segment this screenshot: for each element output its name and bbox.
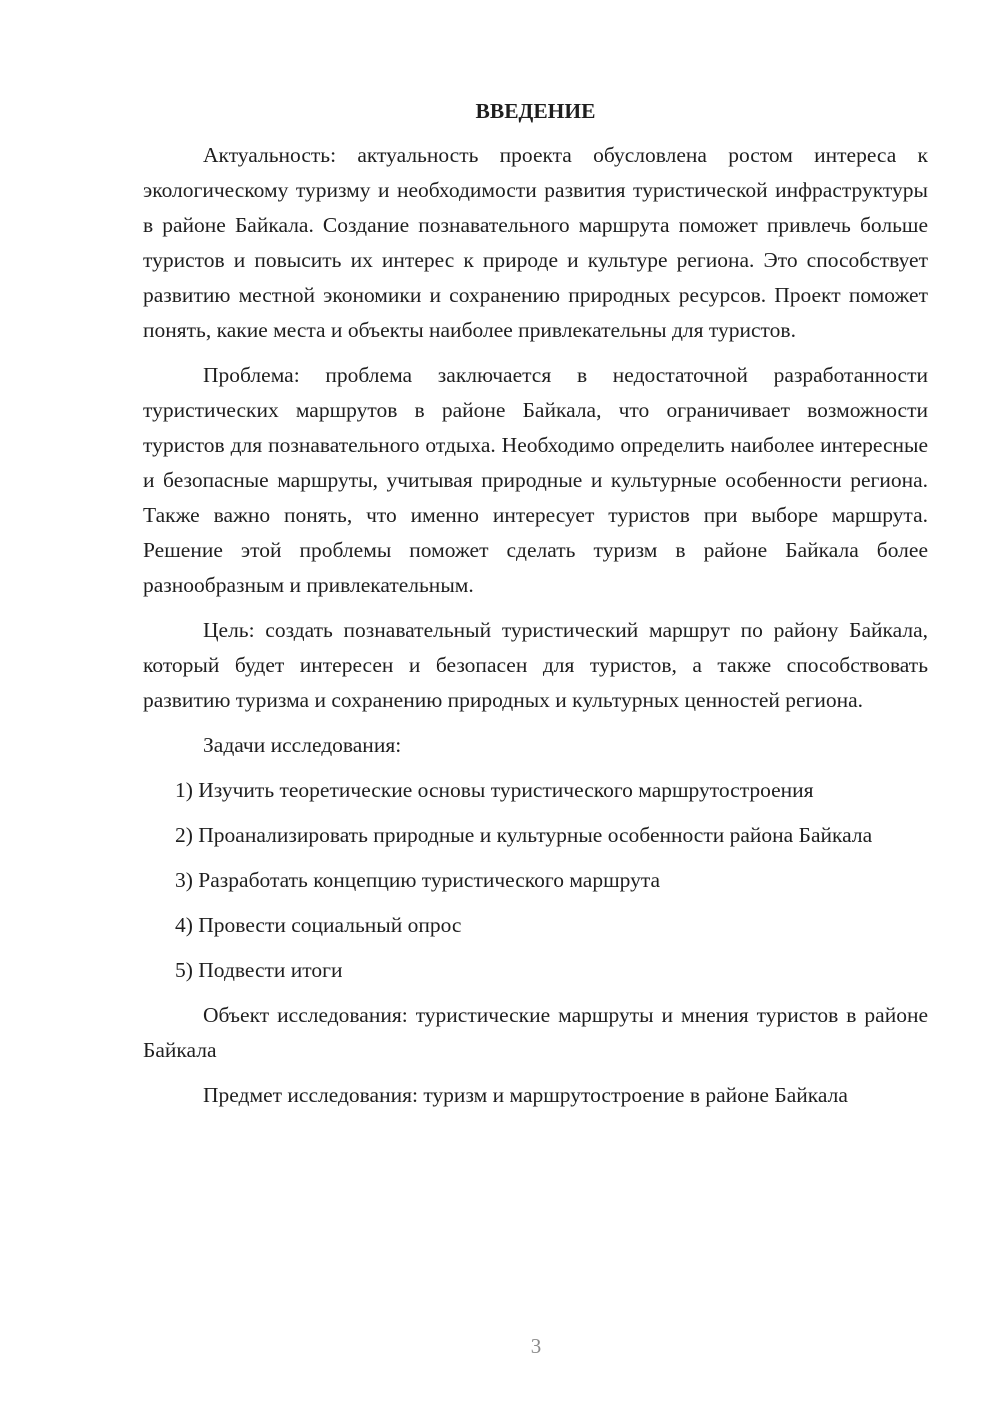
task-item-5: 5) Подвести итоги bbox=[175, 958, 343, 982]
problem-paragraph: Проблема: проблема заключается в недостаточной разработанности туристических маршрутов в районе Байкала, что ограничивает возможности туристов для познавательного отдыха. Необходимо определить наиболее интересные и безопасные маршруты, учитывая природные и культурные особенности региона. Также важно понять, что именно интересует туристов при выборе маршрута. Решение этой проблемы поможет сделать туризм в районе Байкала более разнообразным и привлекательным. bbox=[143, 363, 928, 597]
task-item-2: 2) Проанализировать природные и культурные особенности района Байкала bbox=[175, 823, 873, 847]
document-page bbox=[143, 96, 928, 1113]
object-paragraph: Объект исследования: туристические маршруты и мнения туристов в районе Байкала bbox=[143, 1003, 928, 1062]
relevance-paragraph: Актуальность: актуальность проекта обусловлена ростом интереса к экологическому туризму и необходимости развития туристической инфраструктуры в районе Байкала. Создание познавательного маршрута поможет привлечь больше туристов и повысить их интерес к природе и культуре региона. Это способствует развитию местной экономики и сохранению природных ресурсов. Проект поможет понять, какие места и объекты наиболее привлекательны для туристов. bbox=[143, 143, 928, 342]
task-item-3: 3) Разработать концепцию туристического маршрута bbox=[175, 868, 661, 892]
tasks-heading: Задачи исследования: bbox=[203, 733, 402, 757]
task-item-4: 4) Провести социальный опрос bbox=[175, 913, 462, 937]
task-item-1: 1) Изучить теоретические основы туристического маршрутостроения bbox=[175, 778, 814, 802]
subject-paragraph: Предмет исследования: туризм и маршрутостроение в районе Байкала bbox=[203, 1083, 848, 1107]
section-title: ВВЕДЕНИЕ bbox=[475, 99, 596, 123]
goal-paragraph: Цель: создать познавательный туристический маршрут по району Байкала, который будет интересен и безопасен для туристов, а также способствовать развитию туризма и сохранению природных и культурных ценностей региона. bbox=[143, 618, 928, 712]
page-number: 3 bbox=[530, 1334, 542, 1358]
